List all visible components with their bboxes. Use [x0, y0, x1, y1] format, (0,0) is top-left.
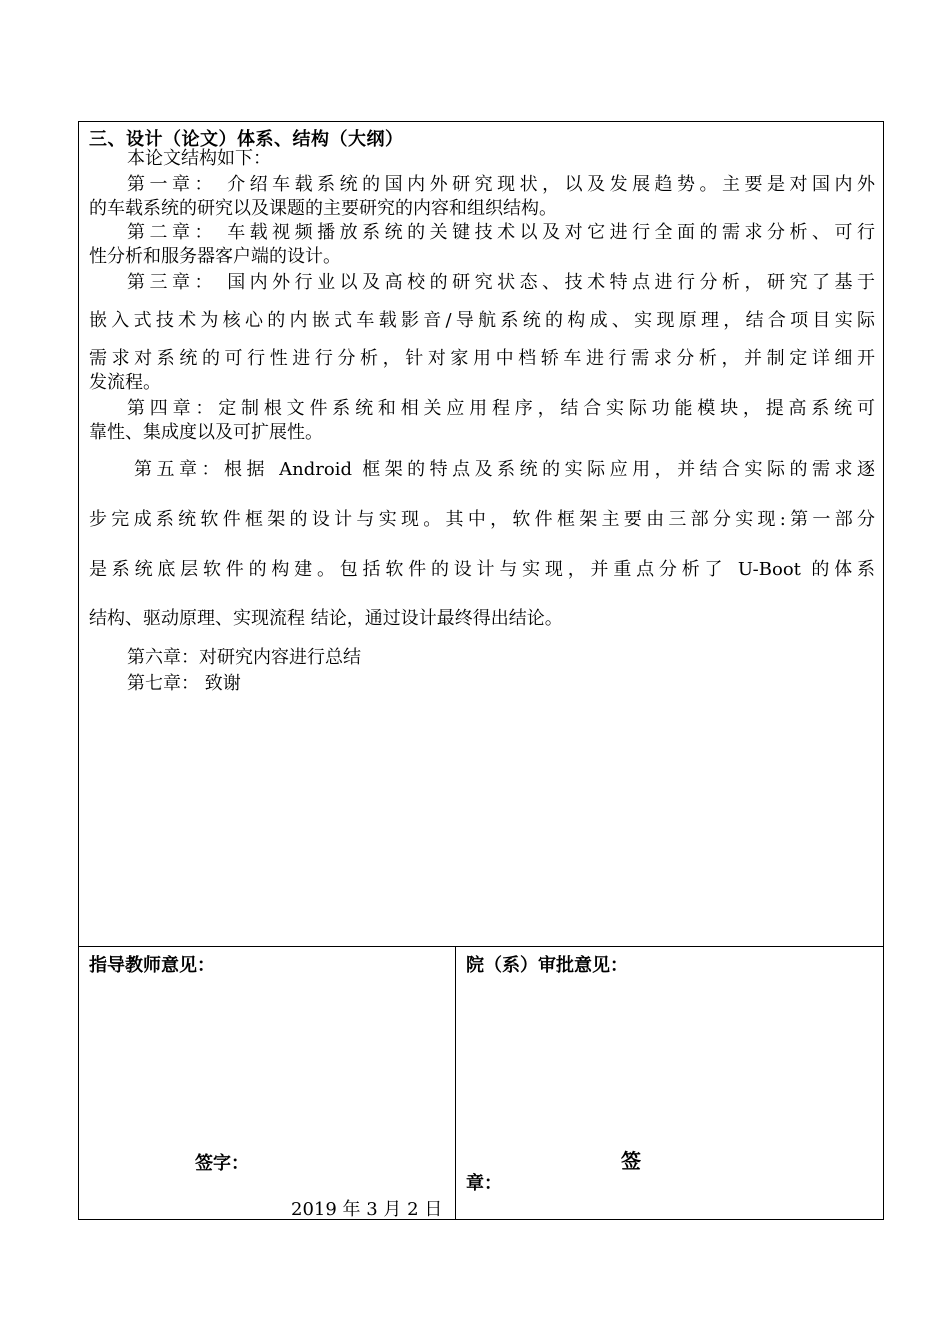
- outline-line: 嵌入式技术为核心的内嵌式车载影音/导航系统的构成、实现原理，结合项目实际: [89, 310, 875, 331]
- outline-line: 步完成系统软件框架的设计与实现。其中，软件框架主要由三部分实现:第一部分: [89, 509, 875, 530]
- advisor-opinion-cell: [79, 947, 456, 1219]
- section-heading: 三、设计（论文）体系、结构（大纲）: [89, 129, 404, 150]
- outline-line: 第五章：根据 Android 框架的特点及系统的实际应用，并结合实际的需求逐: [134, 459, 875, 480]
- outline-cell: [79, 122, 883, 947]
- outline-line: 第一章： 介绍车载系统的国内外研究现状，以及发展趋势。主要是对国内外: [127, 174, 875, 195]
- outline-line: 靠性、集成度以及可扩展性。: [89, 422, 323, 443]
- advisor-sign-label: 签字：: [195, 1153, 249, 1174]
- outline-line: 需求对系统的可行性进行分析，针对家用中档轿车进行需求分析，并制定详细开: [89, 348, 875, 369]
- outline-line: 结构、驱动原理、实现流程 结论，通过设计最终得出结论。: [89, 608, 563, 629]
- department-seal-label-continued: 章：: [466, 1173, 502, 1194]
- department-opinion-title: 院（系）审批意见：: [466, 955, 628, 976]
- advisor-opinion-title: 指导教师意见：: [89, 955, 215, 976]
- outline-line: 的车载系统的研究以及课题的主要研究的内容和组织结构。: [89, 198, 557, 219]
- outline-line: 第四章：定制根文件系统和相关应用程序，结合实际功能模块，提高系统可: [127, 398, 875, 419]
- outline-line: 是系统底层软件的构建。包括软件的设计与实现，并重点分析了 U-Boot 的体系: [89, 559, 875, 580]
- department-opinion-cell: [456, 947, 883, 1219]
- outline-line: 第三章： 国内外行业以及高校的研究状态、技术特点进行分析，研究了基于: [127, 272, 875, 293]
- department-seal-label: 签: [621, 1149, 641, 1173]
- outline-line: 发流程。: [89, 372, 161, 393]
- form-table: [78, 121, 884, 1220]
- outline-line: 第六章：对研究内容进行总结: [127, 647, 361, 668]
- advisor-date: 2019 年 3 月 2 日: [291, 1199, 443, 1220]
- outline-line: 性分析和服务器客户端的设计。: [89, 246, 341, 267]
- outline-line: 第七章： 致谢: [127, 673, 241, 694]
- outline-line: 本论文结构如下：: [127, 148, 271, 169]
- outline-line: 第二章： 车载视频播放系统的关键技术以及对它进行全面的需求分析、可行: [127, 222, 875, 243]
